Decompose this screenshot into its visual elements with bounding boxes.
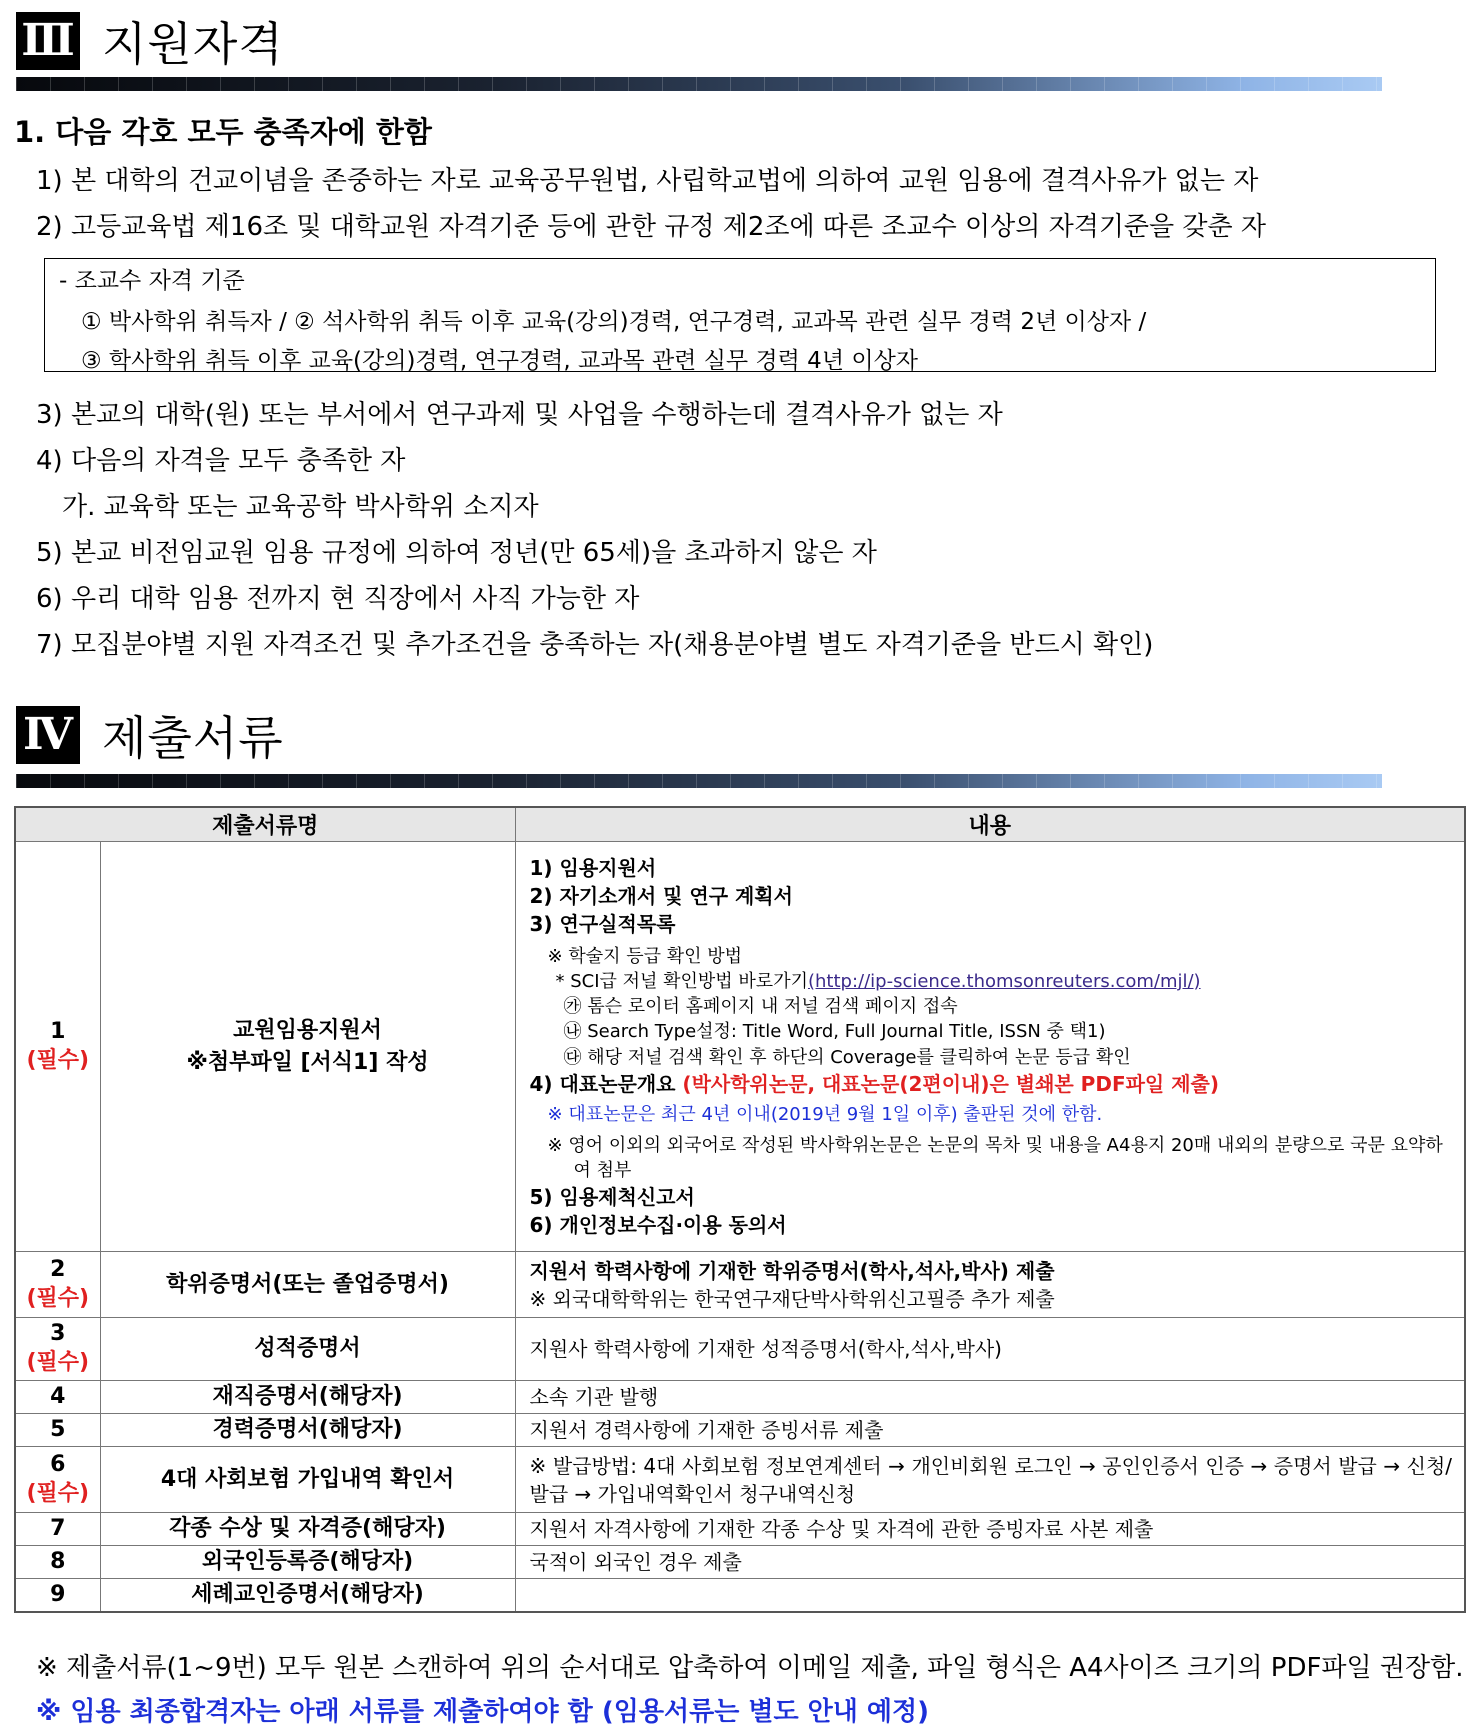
content-line: * SCI급 저널 확인방법 바로가기 [555,970,808,992]
doc-name: 세례교인증명서(해당자) [100,1579,515,1612]
content-line: 5) 임용제척신고서 [529,1185,695,1210]
required-badge: (필수) [26,1480,90,1506]
qualify-item-7: 7) 모집분야별 지원 자격조건 및 추가조건을 충족하는 자(채용분야별 별도 자격기준을 반드시 확인) [36,630,1154,660]
qualify-item-4: 4) 다음의 자격을 모두 충족한 자 [36,446,406,476]
row-num-text: 1 [50,1018,66,1044]
qualify-item-5: 5) 본교 비전임교원 임용 규정에 의하여 정년(만 65세)을 초과하지 않은 자 [36,538,877,568]
criteria-line-2: ③ 학사학위 취득 이후 교육(강의)경력, 연구경력, 교과목 관련 실무 경력 4년 이상자 [81,348,919,374]
doc-name: 학위증명서(또는 졸업증명서) [100,1252,515,1318]
content-line: 지원서 학력사항에 기재한 학위증명서(학사,석사,박사) 제출 [529,1258,1055,1283]
qualify-item-6: 6) 우리 대학 임용 전까지 현 직장에서 사직 가능한 자 [36,584,640,614]
section3-title: 지원자격 [102,17,284,71]
table-row [15,1447,1465,1513]
table-row [15,1513,1465,1546]
row-num-text: 6 [50,1451,66,1477]
header-doc-name: 제출서류명 [15,807,515,842]
row-num-text: 7 [15,1513,100,1546]
content-line: 지원서 자격사항에 기재한 각종 수상 및 자격에 관한 증빙자료 사본 제출 [515,1513,1465,1546]
table-row [15,1579,1465,1612]
row-num-text: 8 [15,1546,100,1579]
table-row [15,1252,1465,1318]
row-num-text: 5 [15,1414,100,1447]
content-line: 소속 기관 발행 [515,1381,1465,1414]
section3-header [16,8,284,74]
doc-name: 재직증명서(해당자) [100,1381,515,1414]
row-number [15,842,100,1252]
content-line: 지원서 경력사항에 기재한 증빙서류 제출 [515,1414,1465,1447]
section3-divider [16,77,1382,91]
required-badge: (필수) [26,1350,90,1375]
sci-journal-link[interactable]: (http://ip-science.thomsonreuters.com/mjl/) [807,970,1201,992]
row-num-text: 9 [15,1579,100,1612]
documents-table [14,806,1466,1613]
content-line: 지원사 학력사항에 기재한 성적증명서(학사,석사,박사) [515,1318,1465,1381]
content-line: ※ 외국대학학위는 한국연구재단박사학위신고필증 추가 제출 [529,1286,1055,1311]
table-header-row [15,807,1465,842]
doc-name: 4대 사회보험 가입내역 확인서 [100,1447,515,1513]
doc-content [515,842,1465,1252]
qualify-item-2: 2) 고등교육법 제16조 및 대학교원 자격기준 등에 관한 규정 제2조에 따른 조교수 이상의 자격기준을 갖춘 자 [36,212,1267,242]
table-row [15,1414,1465,1447]
qualify-heading: 1. 다음 각호 모두 충족자에 한함 [14,115,432,149]
doc-name-line-2: ※첨부파일 [서식1] 작성 [186,1049,429,1075]
content-line: ※ 영어 이외의 외국어로 작성된 박사학위논문은 논문의 목차 및 내용을 A4용지 20매 내외의 분량으로 국문 요약하여 첨부 [547,1134,1443,1182]
content-line: ㉰ 해당 저널 검색 확인 후 하단의 Coverage를 클릭하여 논문 등급 확인 [563,1046,1131,1068]
doc-name [100,842,515,1252]
qualify-item-3: 3) 본교의 대학(원) 또는 부서에서 연구과제 및 사업을 수행하는데 결격사유가 없는 자 [36,400,1003,430]
criteria-title: - 조교수 자격 기준 [59,268,245,294]
content-line: 3) 연구실적목록 [529,911,676,936]
footer-note-2: ※ 임용 최종합격자는 아래 서류를 제출하여야 함 (임용서류는 별도 안내 예정) [36,1697,930,1727]
table-row [15,1318,1465,1381]
content-notice: ※ 대표논문은 최근 4년 이내(2019년 9월 1일 이후) 출판된 것에 한함. [547,1103,1103,1125]
section4-numeral: Ⅳ [16,706,80,764]
content-line: 4) 대표논문개요 [529,1071,683,1096]
doc-name: 경력증명서(해당자) [100,1414,515,1447]
row-num-text: 3 [50,1321,66,1347]
criteria-line-1: ① 박사학위 취득자 / ② 석사학위 취득 이후 교육(강의)경력, 연구경력, 교과목 관련 실무 경력 2년 이상자 / [81,309,1147,335]
section4-title: 제출서류 [102,711,284,765]
content-line: 2) 자기소개서 및 연구 계획서 [529,883,793,908]
required-badge: (필수) [26,1285,90,1311]
doc-name: 성적증명서 [100,1318,515,1381]
content-line: 1) 임용지원서 [529,855,657,880]
content-line: ㉯ Search Type설정: Title Word, Full Journal Title, ISSN 중 택1) [563,1021,1106,1043]
header-content: 내용 [515,807,1465,842]
content-line: 국적이 외국인 경우 제출 [515,1546,1465,1579]
footer-note-1: ※ 제출서류(1~9번) 모두 원본 스캔하여 위의 순서대로 압축하여 이메일 제출, 파일 형식은 A4사이즈 크기의 PDF파일 권장함. [36,1653,1464,1683]
content-line: ※ 발급방법: 4대 사회보험 정보연계센터 → 개인비회원 로그인 → 공인인증서 인증 → 증명서 발급 → 신청/발급 → 가입내역확인서 청구내역신청 [515,1447,1465,1513]
section4-header [16,702,284,768]
section3-numeral: Ⅲ [16,12,80,70]
qualify-item-1: 1) 본 대학의 건교이념을 존중하는 자로 교육공무원법, 사립학교법에 의하여 교원 임용에 결격사유가 없는 자 [36,166,1259,196]
row-num-text: 2 [50,1256,66,1282]
section4-divider [16,774,1382,788]
content-line: ※ 학술지 등급 확인 방법 [547,945,742,967]
criteria-box [44,258,1436,372]
required-badge: (필수) [26,1047,90,1073]
table-row [15,1381,1465,1414]
row-num-text: 4 [15,1381,100,1414]
content-line: ㉮ 톰슨 로이터 홈페이지 내 저널 검색 페이지 접속 [563,996,958,1018]
content-line [515,1579,1465,1612]
qualify-item-4a: 가. 교육학 또는 교육공학 박사학위 소지자 [62,492,539,522]
doc-name: 각종 수상 및 자격증(해당자) [100,1513,515,1546]
doc-name-line-1: 교원임용지원서 [233,1017,382,1043]
doc-name: 외국인등록증(해당자) [100,1546,515,1579]
content-line: 6) 개인정보수집·이용 동의서 [529,1213,787,1238]
table-row [15,842,1465,1252]
table-row [15,1546,1465,1579]
content-warning: (박사학위논문, 대표논문(2편이내)은 별쇄본 PDF파일 제출) [682,1071,1219,1096]
